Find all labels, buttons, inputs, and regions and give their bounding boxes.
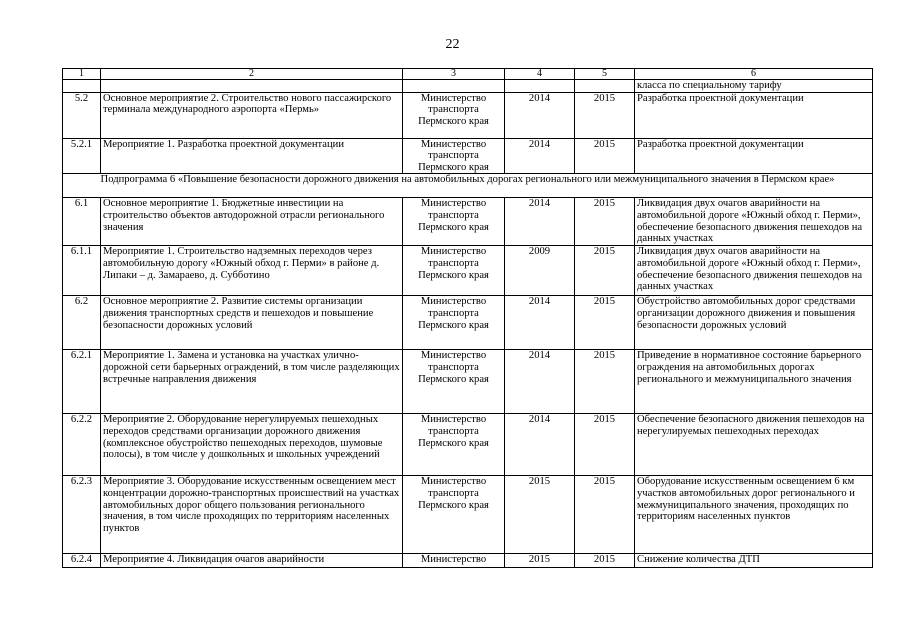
item-result: Разработка проектной документации bbox=[635, 92, 873, 138]
header-row bbox=[63, 69, 873, 80]
item-number: 6.2.1 bbox=[63, 350, 101, 414]
result-cell: класса по специальному тарифу bbox=[635, 80, 873, 93]
item-start-year: 2014 bbox=[505, 296, 575, 350]
item-result: Снижение количества ДТП bbox=[635, 554, 873, 568]
header-cell: 2 bbox=[101, 69, 403, 80]
page-number: 22 bbox=[445, 37, 460, 52]
item-result: Приведение в нормативное состояние барьерного ограждения на автомобильных дорогах регионального и межмуниципального значения bbox=[635, 350, 873, 414]
item-executor: Министерство транспорта Пермского края bbox=[403, 414, 505, 476]
item-executor: Министерство транспорта Пермского края bbox=[403, 476, 505, 554]
item-name: Основное мероприятие 2. Строительство нового пассажирского терминала международного аэропорта «Пермь» bbox=[101, 92, 403, 138]
item-result: Ликвидация двух очагов аварийности на автомобильной дороге «Южный обход г. Перми», обеспечение безопасного движения пешеходов на данных участках bbox=[635, 198, 873, 246]
table-row bbox=[63, 138, 873, 174]
item-end-year: 2015 bbox=[575, 246, 635, 296]
program-table bbox=[62, 68, 873, 568]
item-result: Обустройство автомобильных дорог средствами организации дорожного движения и повышения безопасности дорожных условий bbox=[635, 296, 873, 350]
item-end-year: 2015 bbox=[575, 296, 635, 350]
item-end-year: 2015 bbox=[575, 414, 635, 476]
item-executor: Министерство транспорта Пермского края bbox=[403, 92, 505, 138]
item-name: Мероприятие 2. Оборудование нерегулируемых пешеходных переходов средствами организации дорожного движения (комплексное обустройство пешеходных переходов, шумовые полосы), в том числе у дошкольных и школьных учреждений bbox=[101, 414, 403, 476]
table-row bbox=[63, 414, 873, 476]
item-result: Оборудование искусственным освещением 6 км участков автомобильных дорог регионального и межмуниципального значения, проходящих по территориям населенных пунктов bbox=[635, 476, 873, 554]
item-name: Мероприятие 4. Ликвидация очагов аварийности bbox=[101, 554, 403, 568]
item-end-year: 2015 bbox=[575, 554, 635, 568]
item-result: Ликвидация двух очагов аварийности на автомобильной дороге «Южный обход г. Перми», обеспечение безопасного движения пешеходов на данных участках bbox=[635, 246, 873, 296]
subprogram-title: Подпрограмма 6 «Повышение безопасности дорожного движения на автомобильных дорогах регионального или межмуниципального значения в Пермском крае» bbox=[63, 174, 873, 198]
item-number: 6.2.4 bbox=[63, 554, 101, 568]
header-cell: 6 bbox=[635, 69, 873, 80]
item-end-year: 2015 bbox=[575, 198, 635, 246]
header-cell: 1 bbox=[63, 69, 101, 80]
table-row bbox=[63, 350, 873, 414]
subprogram-row bbox=[63, 174, 873, 198]
header-cell: 3 bbox=[403, 69, 505, 80]
item-start-year: 2009 bbox=[505, 246, 575, 296]
item-name: Мероприятие 3. Оборудование искусственным освещением мест концентрации дорожно-транспортных происшествий на участках автомобильных дорог общего пользования регионального значения, в том числе проходящих по территориям населенных пунктов bbox=[101, 476, 403, 554]
item-result: Разработка проектной документации bbox=[635, 138, 873, 174]
item-number: 6.1.1 bbox=[63, 246, 101, 296]
item-number: 5.2.1 bbox=[63, 138, 101, 174]
item-end-year: 2015 bbox=[575, 138, 635, 174]
item-start-year: 2014 bbox=[505, 138, 575, 174]
header-cell: 5 bbox=[575, 69, 635, 80]
table-row bbox=[63, 92, 873, 138]
item-number: 6.2.3 bbox=[63, 476, 101, 554]
table-row bbox=[63, 554, 873, 568]
item-executor: Министерство транспорта Пермского края bbox=[403, 138, 505, 174]
item-start-year: 2015 bbox=[505, 554, 575, 568]
item-executor: Министерство транспорта Пермского края bbox=[403, 246, 505, 296]
item-start-year: 2015 bbox=[505, 476, 575, 554]
item-executor: Министерство транспорта Пермского края bbox=[403, 350, 505, 414]
item-end-year: 2015 bbox=[575, 350, 635, 414]
item-result: Обеспечение безопасного движения пешеходов на нерегулируемых пешеходных переходах bbox=[635, 414, 873, 476]
item-number: 6.2 bbox=[63, 296, 101, 350]
item-end-year: 2015 bbox=[575, 476, 635, 554]
table-row bbox=[63, 198, 873, 246]
item-end-year: 2015 bbox=[575, 92, 635, 138]
item-number: 6.2.2 bbox=[63, 414, 101, 476]
item-executor: Министерство транспорта Пермского края bbox=[403, 198, 505, 246]
item-name: Мероприятие 1. Разработка проектной документации bbox=[101, 138, 403, 174]
table-row bbox=[63, 246, 873, 296]
item-executor: Министерство транспорта Пермского края bbox=[403, 296, 505, 350]
item-name: Мероприятие 1. Строительство надземных переходов через автомобильную дорогу «Южный обход г. Перми» в районе д. Липаки – д. Замараево, д. Субботино bbox=[101, 246, 403, 296]
item-name: Мероприятие 1. Замена и установка на участках улично-дорожной сети барьерных ограждений, в том числе разделяющих встречные направления движения bbox=[101, 350, 403, 414]
item-start-year: 2014 bbox=[505, 92, 575, 138]
header-cell: 4 bbox=[505, 69, 575, 80]
item-start-year: 2014 bbox=[505, 198, 575, 246]
item-name: Основное мероприятие 2. Развитие системы организации движения транспортных средств и пешеходов и повышение безопасности дорожных условий bbox=[101, 296, 403, 350]
table-row bbox=[63, 476, 873, 554]
item-name: Основное мероприятие 1. Бюджетные инвестиции на строительство объектов автодорожной отрасли регионального значения bbox=[101, 198, 403, 246]
item-start-year: 2014 bbox=[505, 414, 575, 476]
item-start-year: 2014 bbox=[505, 350, 575, 414]
continuation-row bbox=[63, 80, 873, 93]
item-number: 6.1 bbox=[63, 198, 101, 246]
item-number: 5.2 bbox=[63, 92, 101, 138]
table-row bbox=[63, 296, 873, 350]
item-executor: Министерство bbox=[403, 554, 505, 568]
